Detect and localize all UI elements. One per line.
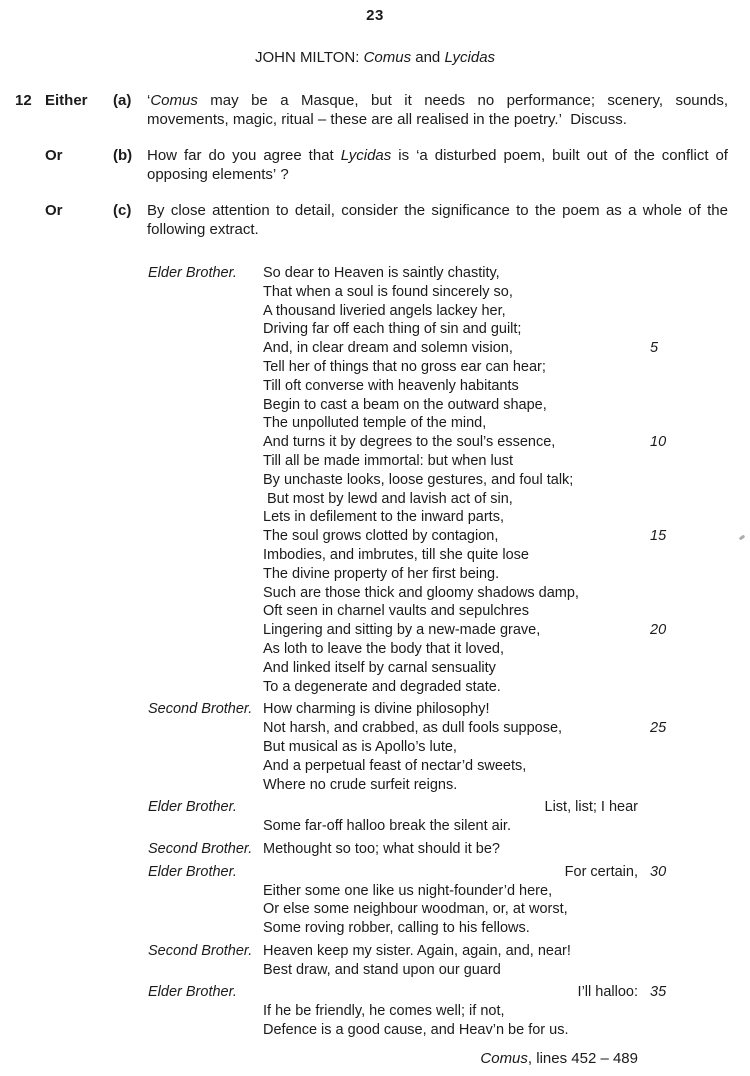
- question-item-a: [15, 91, 728, 129]
- verse-line: [263, 961, 638, 980]
- question-text-line: [147, 201, 728, 220]
- verse-line: [263, 983, 667, 1002]
- verse-text: But musical as is Apollo’s lute,: [263, 738, 457, 755]
- verse-line: [263, 817, 638, 836]
- verse-text: Lets in defilement to the inward parts,: [263, 509, 504, 526]
- verse-line: [263, 377, 638, 396]
- verse-text: For certain,: [564, 863, 638, 880]
- verse-text: Till oft converse with heavenly habitants: [263, 377, 519, 394]
- text-segment: following extract.: [147, 221, 259, 238]
- poem-speech: [148, 942, 682, 980]
- verse-text: Where no crude surfeit reigns.: [263, 776, 458, 793]
- verse-line: [263, 490, 642, 509]
- text-segment: Lycidas: [340, 147, 392, 164]
- verse-text: If he be friendly, he comes well; if not,: [263, 1003, 505, 1020]
- verse-text: To a degenerate and degraded state.: [263, 678, 501, 695]
- verse-text: Begin to cast a beam on the outward shape,: [263, 396, 547, 413]
- verse-line: [263, 565, 638, 584]
- verse-line: [263, 584, 638, 603]
- speaker-label: Second Brother.: [148, 942, 253, 959]
- verse-text: The soul grows clotted by contagion,: [263, 528, 499, 545]
- verse-line: [263, 678, 638, 697]
- verse-line: [263, 264, 638, 283]
- question-selector-or-b: Or: [45, 147, 63, 164]
- text-segment: Lycidas: [444, 49, 496, 66]
- verse-text: Till all be made immortal: but when lust: [263, 452, 514, 469]
- speaker-label: Second Brother.: [148, 701, 253, 718]
- poem-speech: [148, 264, 682, 696]
- poem-speech: [148, 983, 682, 1039]
- speaker-label: Elder Brother.: [148, 799, 237, 816]
- poem-speech: [148, 798, 682, 836]
- verse-text: And a perpetual feast of nectar’d sweets,: [263, 757, 527, 774]
- verse-line: [263, 527, 667, 546]
- verse-line: [263, 700, 638, 719]
- verse-text: Driving far off each thing of sin and guilt;: [263, 321, 522, 338]
- line-number: 15: [650, 528, 667, 545]
- verse-line: [263, 433, 667, 452]
- verse-line: [263, 339, 659, 358]
- text-segment: How far do you agree that: [147, 147, 341, 164]
- text-segment: Comus: [150, 92, 198, 109]
- verse-line: [263, 302, 638, 321]
- speaker-label: Elder Brother.: [148, 863, 237, 880]
- question-text-line: [147, 165, 728, 184]
- verse-line: [263, 798, 638, 817]
- poem-speech: [148, 700, 682, 794]
- text-segment: JOHN MILTON:: [254, 49, 364, 66]
- verse-line: [263, 621, 667, 640]
- verse-line: [263, 396, 638, 415]
- scan-artifact: [739, 535, 746, 541]
- verse-line: [263, 508, 638, 527]
- text-segment: Comus: [480, 1050, 528, 1067]
- verse-line: [263, 882, 638, 901]
- question-number-spacer: [15, 146, 45, 184]
- verse-line: [263, 414, 638, 433]
- verse-line: [263, 320, 638, 339]
- text-segment: movements, magic, ritual – these are all realised in the poetry.’ Discuss.: [147, 111, 627, 128]
- line-number: 20: [650, 622, 667, 639]
- verse-line: [263, 776, 638, 795]
- verse-text: Best draw, and stand upon our guard: [263, 961, 501, 978]
- question-letter-c: (c): [113, 202, 132, 219]
- question-number: 12: [15, 92, 32, 109]
- text-segment: is ‘a disturbed poem, built out of the conflict of: [391, 147, 728, 164]
- line-number: 30: [650, 863, 667, 880]
- verse-line: [263, 900, 638, 919]
- poem-extract: [148, 264, 682, 1040]
- text-segment: By close attention to detail, consider the significance to the poem as a whole of the: [147, 202, 728, 219]
- verse-text: List, list; I hear: [544, 799, 638, 816]
- verse-text: And linked itself by carnal sensuality: [263, 659, 496, 676]
- question-text-line: [147, 146, 728, 165]
- poem-speech: [148, 840, 682, 859]
- question-text-line: [147, 220, 728, 239]
- verse-line: [263, 942, 638, 961]
- verse-text: Either some one like us night-founder’d here,: [263, 882, 553, 899]
- verse-line: [263, 452, 638, 471]
- verse-text: As loth to leave the body that it loved,: [263, 640, 505, 657]
- verse-line: [263, 1021, 638, 1040]
- text-segment: , lines 452 – 489: [527, 1050, 638, 1067]
- verse-text: So dear to Heaven is saintly chastity,: [263, 265, 500, 281]
- verse-text: That when a soul is found sincerely so,: [263, 283, 513, 300]
- verse-text: The unpolluted temple of the mind,: [263, 415, 487, 432]
- verse-line: [263, 471, 638, 490]
- verse-text: Such are those thick and gloomy shadows damp,: [263, 584, 579, 601]
- question-number-spacer: [15, 201, 45, 239]
- verse-text: How charming is divine philosophy!: [263, 701, 490, 718]
- verse-line: [263, 602, 638, 621]
- verse-text: Methought so too; what should it be?: [263, 840, 500, 857]
- question-item-c: [15, 201, 728, 239]
- verse-line: [263, 283, 638, 302]
- verse-text: Oft seen in charnel vaults and sepulchres: [263, 603, 529, 620]
- question-selector-either: Either: [45, 92, 88, 109]
- question-letter-b: (b): [113, 147, 133, 164]
- verse-text: Tell her of things that no gross ear can hear;: [263, 358, 546, 375]
- page-title: [0, 49, 750, 66]
- verse-line: [263, 863, 667, 882]
- verse-text: Or else some neighbour woodman, or, at worst,: [263, 901, 568, 918]
- text-segment: Comus: [363, 49, 412, 66]
- verse-line: [263, 358, 638, 377]
- verse-line: [263, 738, 638, 757]
- question-text-line: [147, 91, 728, 110]
- verse-text: A thousand liveried angels lackey her,: [263, 302, 506, 319]
- question-text-a: [147, 91, 728, 129]
- verse-text: Defence is a good cause, and Heav’n be for us.: [263, 1022, 569, 1039]
- verse-line: [263, 1002, 638, 1021]
- text-segment: opposing elements’ ?: [147, 166, 289, 183]
- verse-line: [263, 840, 638, 859]
- verse-line: [263, 640, 638, 659]
- verse-text: And turns it by degrees to the soul’s essence,: [263, 434, 556, 451]
- question-selector-or-c: Or: [45, 202, 63, 219]
- verse-line: [263, 659, 638, 678]
- question-item-b: [15, 146, 728, 184]
- verse-line: [263, 919, 638, 938]
- poem-speech: [148, 863, 682, 938]
- verse-text: Lingering and sitting by a new-made grave,: [263, 622, 541, 639]
- verse-line: [263, 757, 638, 776]
- verse-text: Imbodies, and imbrutes, till she quite lose: [263, 546, 529, 563]
- verse-text: I’ll halloo:: [577, 984, 638, 1001]
- question-text-b: [147, 146, 728, 184]
- line-number: 10: [650, 434, 667, 451]
- page-number: 23: [366, 7, 384, 24]
- verse-text: And, in clear dream and solemn vision,: [263, 340, 513, 357]
- verse-text: By unchaste looks, loose gestures, and foul talk;: [263, 471, 574, 488]
- text-segment: may be a Masque, but it needs no performance; scenery, sounds,: [197, 92, 728, 109]
- speaker-label: Second Brother.: [148, 840, 253, 857]
- speaker-label: Elder Brother.: [148, 984, 237, 1001]
- text-segment: ‘: [147, 92, 151, 109]
- text-segment: and: [411, 49, 445, 66]
- verse-text: Not harsh, and crabbed, as dull fools suppose,: [263, 720, 563, 737]
- source-caption: [148, 1050, 638, 1067]
- verse-text: Some roving robber, calling to his fellows.: [263, 920, 530, 937]
- verse-text: Some far-off halloo break the silent air.: [263, 818, 511, 835]
- line-number: 5: [650, 340, 659, 357]
- line-number: 35: [650, 984, 667, 1001]
- question-text-line: [147, 110, 728, 129]
- verse-text: The divine property of her first being.: [263, 565, 500, 582]
- question-text-c: [147, 201, 728, 239]
- verse-line: [263, 719, 667, 738]
- verse-text: But most by lewd and lavish act of sin,: [267, 490, 513, 507]
- line-number: 25: [650, 720, 667, 737]
- question-letter-a: (a): [113, 92, 132, 109]
- verse-text: Heaven keep my sister. Again, again, and, near!: [263, 942, 571, 959]
- verse-line: [263, 546, 638, 565]
- speaker-label: Elder Brother.: [148, 265, 237, 281]
